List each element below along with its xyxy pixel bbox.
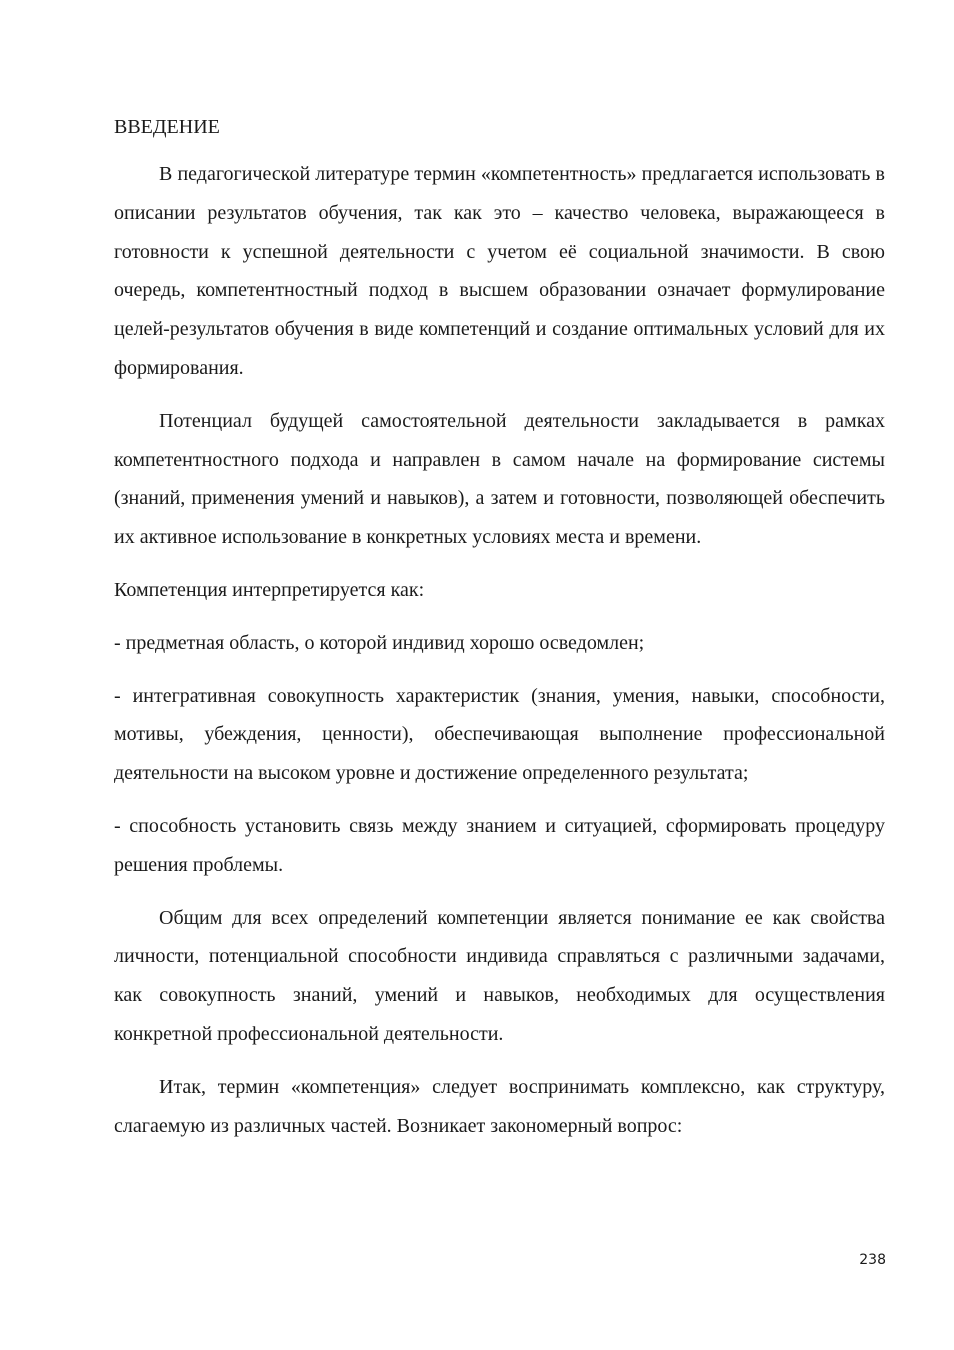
list-item-ability: - способность установить связь между знанием и ситуацией, сформировать процедуру решения проблемы. [114,814,885,876]
document-body [114,114,885,1159]
paragraph-common-definition: Общим для всех определений компетенции является понимание ее как свойства личности, потенциальной способности индивида справляться с различными задачами, как совокупность знаний, умений и навыков, необходимых для осуществления конкретной профессиональной деятельности. [114,906,885,1045]
section-heading: ВВЕДЕНИЕ [114,116,220,138]
page-number: 238 [859,1252,886,1268]
list-item-subject-area: - предметная область, о которой индивид хорошо осведомлен; [114,631,645,654]
paragraph-potential: Потенциал будущей самостоятельной деятельности закладывается в рамках компетентностного подхода и направлен в самом начале на формирование системы (знаний, применения умений и навыков), а затем и готовности, позволяющей обеспечить их активное использование в конкретных условиях места и времени. [114,409,885,549]
paragraph-interpretation-intro: Компетенция интерпретируется как: [114,578,425,601]
paragraph-competence-term: В педагогической литературе термин «компетентность» предлагается использовать в описании результатов обучения, так как это – качество человека, выражающееся в готовности к успешной деятельности с учетом её социальной значимости. В свою очередь, компетентностный подход в высшем образовании означает формулирование целей-результатов обучения в виде компетенций и создание оптимальных условий для их формирования. [114,163,885,379]
paragraph-conclusion: Итак, термин «компетенция» следует воспринимать комплексно, как структуру, слагаемую из различных частей. Возникает закономерный вопрос: [114,1075,885,1137]
list-item-integrative-set: - интегративная совокупность характеристик (знания, умения, навыки, способности, мотивы, убеждения, ценности), обеспечивающая выполнение профессиональной деятельности на высоком уровне и достижение определенного результата; [114,684,885,785]
